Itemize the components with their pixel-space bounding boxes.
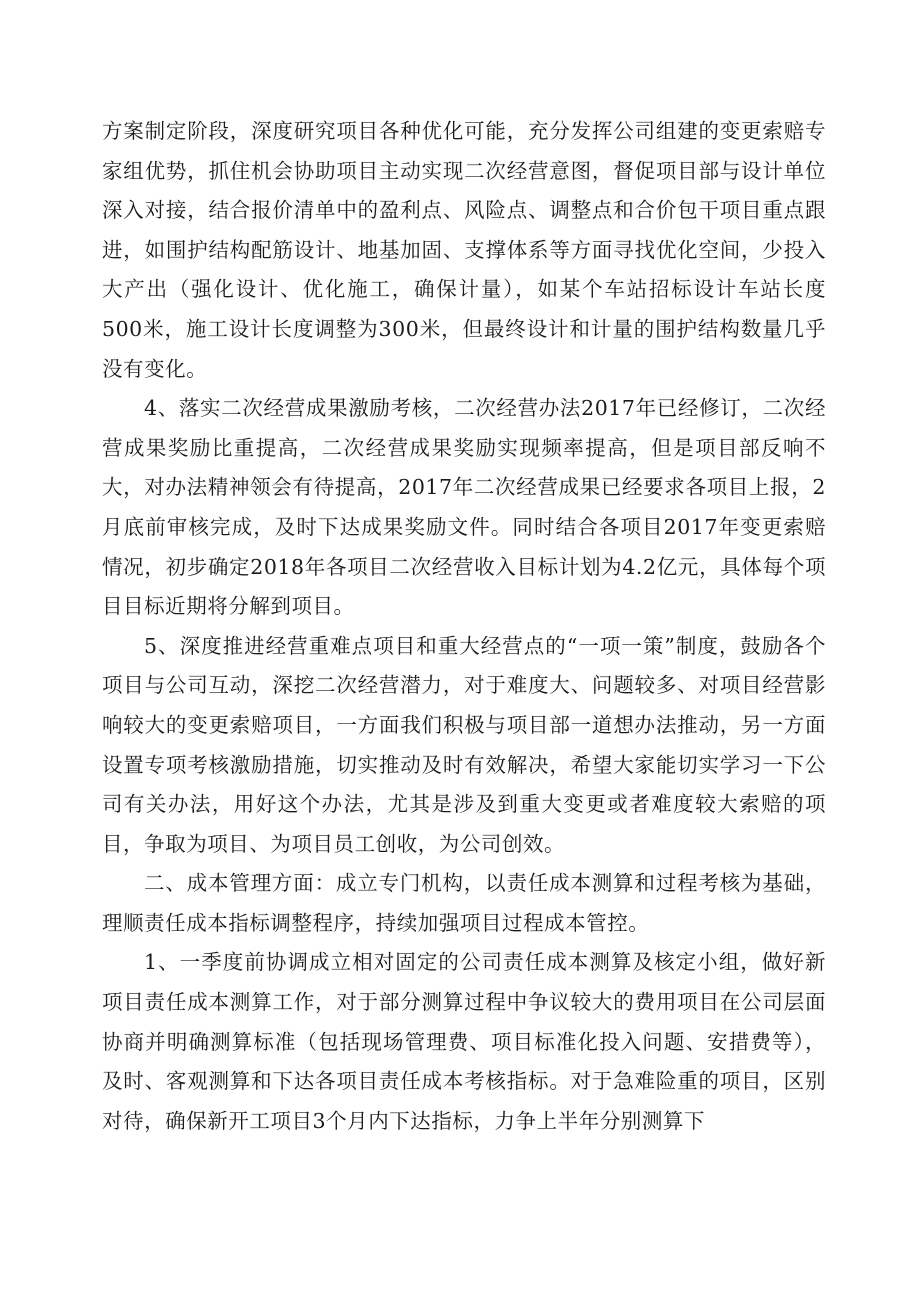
paragraph-4: 二、成本管理方面：成立专门机构，以责任成本测算和过程考核为基础，理顺责任成本指标调整程序，持续加强项目过程成本管控。 [102, 871, 826, 935]
document-page [102, 112, 826, 1141]
paragraph-3: 5、深度推进经营重难点项目和重大经营点的“一项一策”制度，鼓励各个项目与公司互动，深挖二次经营潜力，对于难度大、问题较多、对项目经营影响较大的变更索赔项目，一方面我们积极与项目部一道想办法推动，另一方面设置专项考核激励措施，切实推动及时有效解决，希望大家能切实学习一下公司有关办法，用好这个办法，尤其是涉及到重大变更或者难度较大索赔的项目，争取为项目、为项目员工创收，为公司创效。 [102, 633, 826, 856]
paragraph-5: 1、一季度前协调成立相对固定的公司责任成本测算及核定小组，做好新项目责任成本测算工作，对于部分测算过程中争议较大的费用项目在公司层面协商并明确测算标准（包括现场管理费、项目标准化投入问题、安措费等），及时、客观测算和下达各项目责任成本考核指标。对于急难险重的项目，区别对待，确保新开工项目3个月内下达指标，力争上半年分别测算下 [102, 950, 826, 1133]
paragraph-1: 方案制定阶段，深度研究项目各种优化可能，充分发挥公司组建的变更索赔专家组优势，抓住机会协助项目主动实现二次经营意图，督促项目部与设计单位深入对接，结合报价清单中的盈利点、风险点、调整点和合价包干项目重点跟进，如围护结构配筋设计、地基加固、支撑体系等方面寻找优化空间，少投入大产出（强化设计、优化施工，确保计量），如某个车站招标设计车站长度500米，施工设计长度调整为300米，但最终设计和计量的围护结构数量几乎没有变化。 [102, 119, 826, 381]
paragraph-2: 4、落实二次经营成果激励考核，二次经营办法2017年已经修订，二次经营成果奖励比重提高，二次经营成果奖励实现频率提高，但是项目部反响不大，对办法精神领会有待提高，2017年二次经营成果已经要求各项目上报，2月底前审核完成，及时下达成果奖励文件。同时结合各项目2017年变更索赔情况，初步确定2018年各项目二次经营收入目标计划为4.2亿元，具体每个项目目标近期将分解到项目。 [102, 396, 826, 619]
